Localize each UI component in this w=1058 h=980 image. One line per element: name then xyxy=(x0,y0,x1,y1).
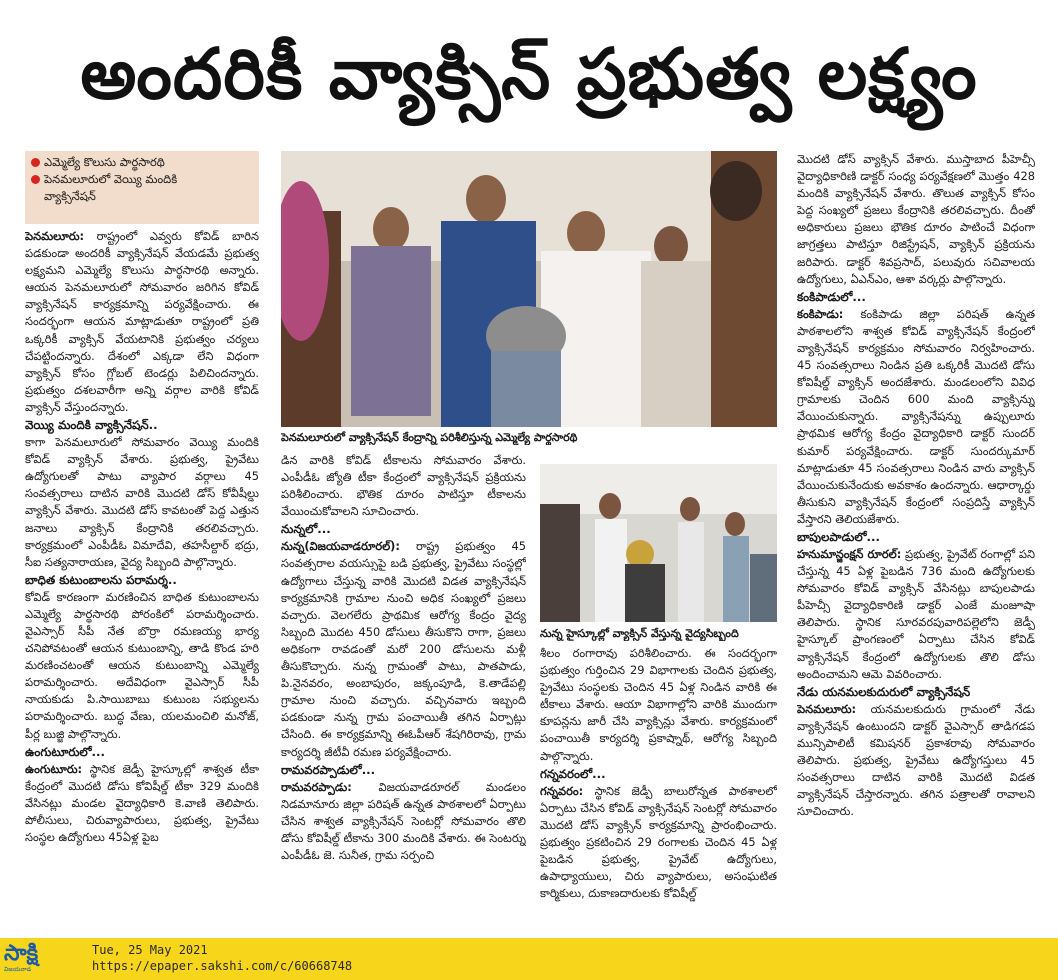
paragraph: ఉంగుటూరు: స్థానిక జెడ్పీ హైస్కూల్లో శాశ్వత టీకా కేంద్రంలో మొదటి డోసు కోవిషీల్డ్ టీకా 329 మందికి వేసినట్లు మండల వైద్యాధికారి కె.వాణి తెలిపారు. పోలీసులు, చిరువ్యాపారులు, ప్రభుత్వ, ప్రైవేటు సంస్థల ఉద్యోగులు 45ఏళ్ల పైబ xyxy=(25,761,259,844)
subheading: గన్నవరంలో... xyxy=(540,766,606,781)
bullet-dot-icon xyxy=(31,158,40,167)
paragraph: గన్నవరం: స్థానిక జెడ్పీ బాలురోన్నత పాఠశాలలో ఏర్పాటు చేసిన కోవిడ్ వ్యాక్సినేషన్ సెంటర్లో సోమవారం మొదటి డోస్ వ్యాక్సిన్ కార్యక్రమాన్ని ప్రారంభించారు. ప్రభుత్వం ప్రకటించిన 29 రంగాలకు చెందిన 45 ఏళ్ల పైబడిన ప్రభుత్వ, ప్రైవేట్ ఉద్యోగులు, ఉపాధ్యాయులు, చిరు వ్యాపారులు, అసంఘటిత కార్మికులు, దుకాణదారులకు కోవిషీల్డ్ xyxy=(540,783,777,901)
highlight-box xyxy=(25,151,259,224)
article-column-1 xyxy=(25,228,259,934)
vaccination-photo-illustration xyxy=(281,151,777,427)
paragraph: కంకిపాడు: కంకిపాడు జిల్లా పరిషత్ ఉన్నత పాఠశాలలోని శాశ్వత కోవిడ్ వ్యాక్సినేషన్ కేంద్రంలో వ్యాక్సినేషన్ కార్యక్రమం సోమవారం నిర్వహించారు. 45 సంవత్సరాలు నిండిన ప్రతి ఒక్కరికీ మొదటి డోసు కోవిషీల్డ్ వ్యాక్సిన్ అందజేశారు. మండలంలోని వివిధ గ్రామాలకు చెందిన 600 మంది వ్యాక్సిన్ను వేయించుకున్నారు. వ్యాక్సినేషన్ను ఉప్పులూరు ప్రాథమిక ఆరోగ్య కేంద్రం వైద్యాధికారి డాక్టర్ సుందర్ కుమార్ పర్యవేక్షించారు. డాక్టర్ సుందర్కుమార్ మాట్లాడుతూ 45 సంవత్సరాలు నిండిన వారు వ్యాక్సిన్ వేయించుకునేందుకు అవకాశం ఉందన్నారు. ఆధార్కార్డు తీసుకుని వ్యాక్సినేషన్ కేంద్రంలో సంప్రదిస్తే వ్యాక్సిన్ వేస్తారని తెలియజేశారు. xyxy=(797,306,1035,526)
paragraph: రామవరప్పాడు: విజయవాడరూరల్ మండలం నిడమానూరు జిల్లా పరిషత్ ఉన్నత పాఠశాలలో ఏర్పాటు చేసిన శాశ్వత వ్యాక్సినేషన్ సెంటర్లో సోమవారం తొలి డోసు కోవిషీల్డ్ టీకాను 300 మందికి వేశారు. ఈ సెంటర్ను ఎంపీడీఓ జె. సునీత, గ్రామ సర్పంచి xyxy=(281,779,526,862)
paragraph: మొదటి డోస్ వ్యాక్సిన్ వేశారు. ముస్తాబాద పీహెచ్సీ వైద్యాధికారిణి డాక్టర్ సంధ్య పర్యవేక్షణలో మొత్తం 428 మందికి వ్యాక్సినేషన్ వేశారు. తొలుత వ్యాక్సిన్ కోసం పెద్ద సంఖ్యలో ప్రజలు కేంద్రానికి తరలివచ్చారు. దీంతో అధికారులు ప్రజలు భౌతిక దూరం పాటించే విధంగా జాగ్రత్తలు పాటిస్తూ రిజిస్ట్రేషన్, వ్యాక్సిన్ ప్రక్రియను జరిపారు. డాక్టర్ శివప్రసాద్, పలువురు సచివాలయ ఉద్యోగులు, ఏఎన్ఎం, ఆశా వర్కర్లు పాల్గొన్నారు. xyxy=(797,152,1035,286)
subheading: ఉంగుటూరులో... xyxy=(25,744,106,759)
bullet-item: పెనమలూరులో వెయ్యి మందికి xyxy=(25,171,259,188)
subheading: బాధిత కుటుంబాలను పరామర్శ.. xyxy=(25,572,177,587)
photo1-caption: పెనమలూరులో వ్యాక్సినేషన్ కేంద్రాన్ని పరిశీలిస్తున్న ఎమ్మెల్యే పార్థసారథి xyxy=(281,431,578,444)
photo2-caption: నున్న హైస్కూల్లో వ్యాక్సిన్ వేస్తున్న వైద్యసిబ్బంది xyxy=(540,627,739,640)
footer-date: Tue, 25 May 2021 xyxy=(92,943,208,957)
footer-url-link[interactable]: https://epaper.sakshi.com/c/60668748 xyxy=(92,959,353,973)
bullet-item-continued: వ్యాక్సినేషన్ xyxy=(44,189,96,203)
photo-mla-inspecting xyxy=(281,151,777,427)
subheading: రామవరప్పాడులో... xyxy=(281,762,376,777)
school-vaccination-illustration xyxy=(540,464,777,622)
headline: అందరికీ వ్యాక్సిన్ ప్రభుత్వ లక్ష్యం xyxy=(80,33,978,115)
paragraph: శీలం రంగారావు పరిశీలించారు. ఈ సందర్భంగా ప్రభుత్వం గుర్తించిన 29 విభాగాలకు చెందిన ప్రభుత్వ, ప్రైవేటు సంస్థలకు చెందిన 45 ఏళ్ల నిండిన వారికి ఈ టీకాలు వేశారు. ఆయా విభాగాల్లోని వారికి ముందుగా కూపన్లను జారీ చేసి వ్యాక్సిన్లు వేశారు. కార్యక్రమంలో పంచాయితీ కార్యదర్శి ప్రకాష్నాథ్, ఆరోగ్య సిబ్బంది పాల్గొన్నారు. xyxy=(540,646,777,763)
footer-bar xyxy=(0,938,1058,980)
sakshi-logo: సాక్షి విజయవాడ xyxy=(4,941,39,973)
article-column-3 xyxy=(540,645,777,934)
paragraph: నున్న(విజయవాడరూరల్): రాష్ట్ర ప్రభుత్వం 45 సంవత్సరాల వయస్సుపై బడి ప్రభుత్వ, ప్రైవేటు సంస్థల్లో ఉద్యోగాలు చేస్తున్న వారికి మొదటి విడత వ్యాక్సినేషన్ కార్యక్రమానికి గ్రామాల నుంచి అధిక సంఖ్యలో ప్రజలు వచ్చారు. వెలగలేరు ప్రాథమిక ఆరోగ్య కేంద్రం వైద్య సిబ్బంది మొదట 450 డోసులు తీసుకొని రాగా, ప్రజలు అధికంగా రావడంతో మరో 200 డోసులను మళ్లీ తీసుకొచ్చారు. నున్న గ్రామంతో పాటు, పాతపాడు, పి.నైనవరం, అంబాపురం, జక్కంపూడి, కె.తాడేపల్లి గ్రామాల నుంచి వచ్చారు. వచ్చినవారు ఇబ్బంది పడకుండా నున్న గ్రామ పంచాయితీ తగిన ఏర్పాట్లు చేసింది. ఈ కార్యక్రమాన్ని ఈఓపీఆర్ శేషగిరిరావు, గ్రామ కార్యదర్శి జీటీవీ రమణ పర్యవేక్షించారు. xyxy=(281,539,526,759)
headline-area xyxy=(0,0,1058,148)
paragraph: డిన వారికి కోవిడ్ టీకాలను సోమవారం వేశారు. ఎంపీడీఓ జ్యోతి టీకా కేంద్రంలో వ్యాక్సినేషన్ ప్రక్రియను పరిశీలించారు. భౌతిక దూరం పాటిస్తూ టీకాలను వేయించుకోవాలని సూచించారు. xyxy=(281,453,526,519)
paragraph: పెనమలూరు: రాష్ట్రంలో ఎవ్వరు కోవిడ్ బారిన పడకుండా అందరికీ వ్యాక్సినేషన్ వేయడమే ప్రభుత్వ లక్ష్యమని ఎమ్మెల్యే కొలుసు పార్థసారథి అన్నారు. ఆయన పెనమలూరులో సోమవారం జరిగిన కోవిడ్ వ్యాక్సినేషన్ కార్యక్రమాన్ని పర్యవేక్షించారు. ఈ సందర్భంగా ఆయన మాట్లాడుతూ రాష్ట్రంలో ప్రతి ఒక్కరికీ వ్యాక్సిన్ వేయటానికి ప్రభుత్వం చర్యలు చేపట్టిందన్నారు. దేశంలో ఎక్కడా లేని విధంగా వ్యాక్సిన్ కోసం గ్లోబల్ టెండర్లు పిలిచిందన్నారు. ప్రభుత్వం దశలవారీగా అన్ని వర్గాల వారికి కోవిడ్ వ్యాక్సిన్ వేస్తుందన్నారు. xyxy=(25,229,259,414)
photo-nunna-school xyxy=(540,464,777,622)
paragraph: పెనమలూరు: యనమలకుదురు గ్రామంలో నేడు వ్యాక్సినేషన్ ఉంటుందని డాక్టర్ వైఎస్సార్ తాడిగడప మున్సిపాలిటీ కమిషనర్ ప్రకాశరావు సోమవారం తెలిపారు. ప్రభుత్వ, ప్రైవేటు ఉద్యోగస్తులు 45 సంవత్సరాలు దాటిన వారికి మొదటి విడత వ్యాక్సినేషన్ చేస్తారన్నారు. తగిన పత్రాలతో రావాలని సూచించారు. xyxy=(797,701,1035,819)
paragraph: హనుమాన్జంక్షన్ రూరల్: ప్రభుత్వ, ప్రైవేట్ రంగాల్లో పని చేస్తున్న 45 ఏళ్ల పైబడిన 736 మంది ఉద్యోగులకు సోమవారం కోవిడ్ వ్యాక్సిన్ వేసినట్లు బాపులపాడు పీహెచ్సీ వైద్యాధికారిణి డాక్టర్ ఎంజే మంజూషా తెలిపారు. స్థానిక సూరవరపువారిపల్లెలోని జెడ్పీ హైస్కూల్ ప్రాంగణంలో ఏర్పాటు చేసిన కోవిడ్ వ్యాక్సినేషన్ కేంద్రంలో ఉద్యోగులకు తొలి డోసు అందించామని ఆమె వివరించారు. xyxy=(797,546,1035,681)
subheading: వెయ్యి మందికి వ్యాక్సినేషన్.. xyxy=(25,418,158,433)
subheading: కంకిపాడులో... xyxy=(797,289,866,304)
article-column-2 xyxy=(281,452,526,934)
subheading: బాపులపాడులో... xyxy=(797,529,880,544)
bullet-item: ఎమ్మెల్యే కొలుసు పార్థసారథి xyxy=(25,154,259,171)
bullet-dot-icon xyxy=(31,175,40,184)
subheading: నున్నలో... xyxy=(281,522,331,537)
article-column-4 xyxy=(797,151,1035,934)
paragraph: కోవిడ్ కారణంగా మరణించిన బాధిత కుటుంబాలను ఎమ్మెల్యే పార్థసారథి పోరంకిలో పరామర్శించారు. వైఎస్సార్ సీపీ నేత బొర్రా రమణయ్య భార్య చనిపోవటంతో ఆయన కుటుంబాన్ని, తాడి కొండ హరి మరణించటంతో ఆయన కుటుంబాన్ని ఎమ్మెల్యే పరామర్శించారు. అదేవిధంగా వైఎస్సార్ సీపీ నాయకుడు పి.సాయిబాబు కుటుంబ సభ్యులను పరామర్శించారు. బుద్ధ వేణు, యలమంచిలి మనోజ్, పీర్ల బుజ్జి పాల్గొన్నారు. xyxy=(25,589,259,741)
subheading: నేడు యనమలకుదురులో వ్యాక్సినేషన్ xyxy=(797,684,971,699)
paragraph: కాగా పెనమలూరులో సోమవారం వెయ్యి మందికి కోవిడ్ వ్యాక్సిన్ వేశారు. ప్రభుత్వ, ప్రైవేటు ఉద్యోగులతో పాటు వ్యాపార వర్గాలు 45 సంవత్సరాలు దాటిన వారికి మొదటి డోస్ కోవీషీల్డు వ్యాక్సిన్ వేశారు. మొదటి డోస్ కావటంతో పెద్ద ఎత్తున జనాలు వ్యాక్సిన్ కేంద్రానికి తరలివచ్చారు. కార్యక్రమంలో ఎంపీడీఓ విమాదేవి, తహసీల్దార్ భద్రు, సీఐ సత్యనారాయణ, వైద్య సిబ్బంది పాల్గొన్నారు. xyxy=(25,435,259,569)
